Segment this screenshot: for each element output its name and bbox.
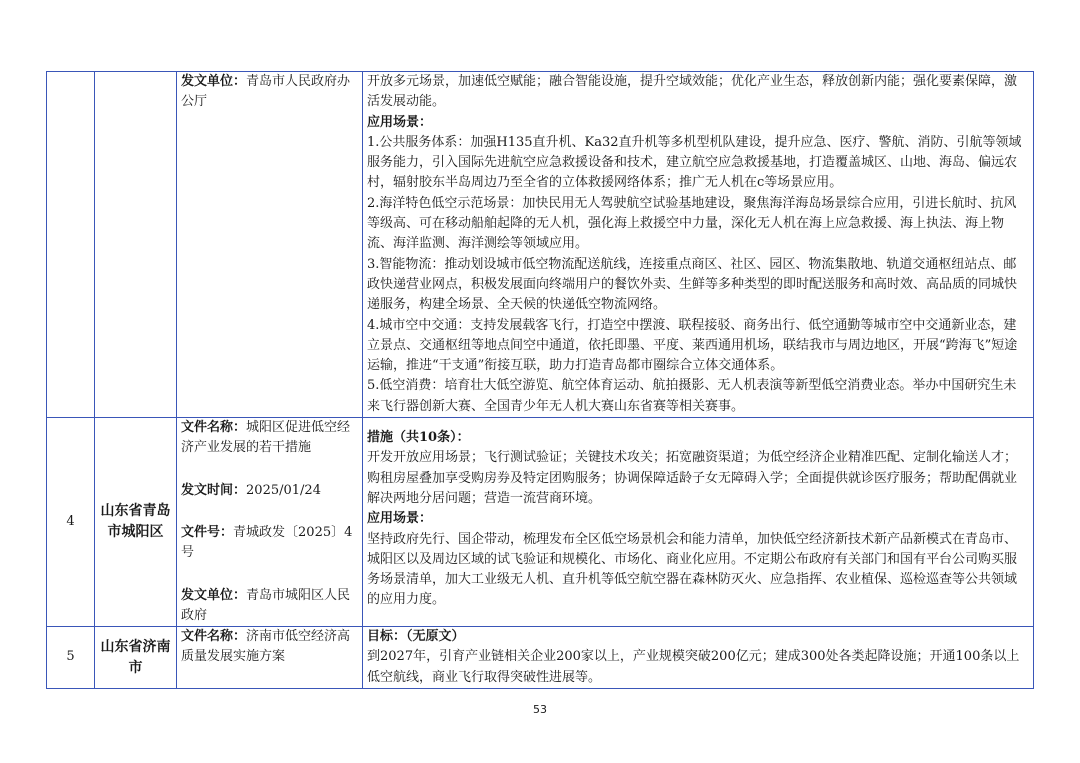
date-line: 发文时间：2025/01/24 bbox=[181, 482, 321, 498]
filename-label: 文件名称 bbox=[181, 629, 234, 645]
filename-value: 城阳区促进低空经济产业发展的若干措施 bbox=[181, 420, 351, 456]
row-content bbox=[363, 72, 1034, 418]
scenes-heading: 应用场景： bbox=[367, 511, 433, 527]
scene-item: 2.海洋特色低空示范场景：加快民用无人驾驶航空试验基地建设，聚焦海洋海岛场景综合应用，引进长航时、抗风等级高、可在移动船舶起降的无人机，强化海上救援空中力量，深化无人机在海上应急救援、海上执法、海上物流、海洋监测、海洋测绘等领域应用。 bbox=[367, 195, 1017, 252]
row-number: 5 bbox=[47, 627, 95, 689]
issuer-label: 发文单位 bbox=[181, 587, 234, 603]
goal-text: 到2027年，引育产业链相关企业200家以上，产业规模突破200亿元；建成300处各类起降设施；开通100条以上低空航线，商业飞行取得突破性进展等。 bbox=[367, 649, 1020, 685]
goal-heading: 目标：（无原文） bbox=[367, 629, 465, 645]
scene-item: 5.低空消费：培育壮大低空游览、航空体育运动、航拍摄影、无人机表演等新型低空消费业态。举办中国研究生未来飞行器创新大赛、全国青少年无人机大赛山东省赛等相关赛事。 bbox=[367, 378, 1017, 414]
row-region: 山东省青岛市城阳区 bbox=[95, 418, 177, 627]
scene-item: 3.智能物流：推动划设城市低空物流配送航线，连接重点商区、社区、园区、物流集散地、轨道交通枢纽站点、邮政快递营业网点，积极发展面向终端用户的餐饮外卖、生鲜等多种类型的即时配送服务和高时效、高品质的同城快递服务，构建全场景、全天候的快递低空物流网络。 bbox=[367, 256, 1018, 313]
date-label: 发文时间 bbox=[181, 482, 234, 498]
issuer-line: 发文单位：青岛市人民政府办公厅 bbox=[181, 74, 351, 110]
measures-text: 开发开放应用场景；飞行测试验证；关键技术攻关；拓宽融资渠道；为低空经济企业精准匹配、定制化输送人才；购租房屋叠加享受购房券及特定团购服务；协调保障适龄子女无障碍入学；全面提供就诊医疗服务；帮助配偶就业解决两地分居问题；营造一流营商环境。 bbox=[367, 450, 1018, 506]
docno-label: 文件号 bbox=[181, 524, 221, 540]
issuer-label: 发文单位 bbox=[181, 74, 234, 89]
table-row bbox=[47, 627, 1034, 689]
table-row bbox=[47, 72, 1034, 418]
page-number: 53 bbox=[533, 703, 547, 716]
filename-line: 文件名称：城阳区促进低空经济产业发展的若干措施 bbox=[181, 420, 351, 456]
measures-heading: 措施（共10条）： bbox=[367, 430, 470, 446]
row-region bbox=[95, 72, 177, 418]
intro-text: 开放多元场景，加速低空赋能；融合智能设施，提升空域效能；优化产业生态，释放创新内能；强化要素保障，激活发展动能。 bbox=[367, 74, 1018, 110]
docno-value: 青城政发〔2025〕4号 bbox=[181, 524, 353, 561]
filename-label: 文件名称 bbox=[181, 420, 234, 436]
row-meta bbox=[177, 627, 363, 689]
date-value: 2025/01/24 bbox=[246, 482, 321, 498]
row-content bbox=[363, 627, 1034, 689]
row-region: 山东省济南市 bbox=[95, 627, 177, 689]
filename-value: 济南市低空经济高质量发展实施方案 bbox=[181, 629, 351, 665]
scenes-text: 坚持政府先行、国企带动，梳理发布全区低空场景机会和能力清单，加快低空经济新技术新产品新模式在青岛市、城阳区以及周边区域的试飞验证和规模化、市场化、商业化应用。不定期公布政府有关部门和国有平台公司购买服务场景清单，加大工业级无人机、直升机等低空航空器在森林防灭火、应急指挥、农业植保、巡检巡查等公共领域的应用力度。 bbox=[367, 531, 1018, 608]
issuer-value: 青岛市人民政府办公厅 bbox=[181, 74, 351, 110]
issuer-value: 青岛市城阳区人民政府 bbox=[181, 587, 351, 623]
scene-item: 4.城市空中交通：支持发展载客飞行，打造空中摆渡、联程接驳、商务出行、低空通勤等城市空中交通新业态，建立景点、交通枢纽等地点间空中通道，依托即墨、平度、莱西通用机场，联结我市与周边地区，开展“跨海飞”短途运输，推进“干支通”衔接互联，助力打造青岛都市圈综合立体交通体系。 bbox=[367, 317, 1018, 374]
row-number: 4 bbox=[47, 418, 95, 627]
row-meta bbox=[177, 418, 363, 627]
issuer-line: 发文单位：青岛市城阳区人民政府 bbox=[181, 587, 351, 623]
table-row bbox=[47, 418, 1034, 627]
row-number bbox=[47, 72, 95, 418]
policy-table bbox=[46, 71, 1034, 689]
scenes-heading: 应用场景： bbox=[367, 114, 433, 130]
docno-line: 文件号：青城政发〔2025〕4号 bbox=[181, 524, 353, 561]
filename-line: 文件名称：济南市低空经济高质量发展实施方案 bbox=[181, 629, 351, 665]
row-meta bbox=[177, 72, 363, 418]
scene-item: 1.公共服务体系：加强H135直升机、Ka32直升机等多机型机队建设，提升应急、医疗、警航、消防、引航等领域服务能力，引入国际先进航空应急救援设备和技术，建立航空应急救援基地，打造覆盖城区、山地、海岛、偏远农村，辐射胶东半岛周边乃至全省的立体救援网络体系；推广无人机在c等场景应用。 bbox=[367, 134, 1022, 191]
row-content bbox=[363, 418, 1034, 627]
